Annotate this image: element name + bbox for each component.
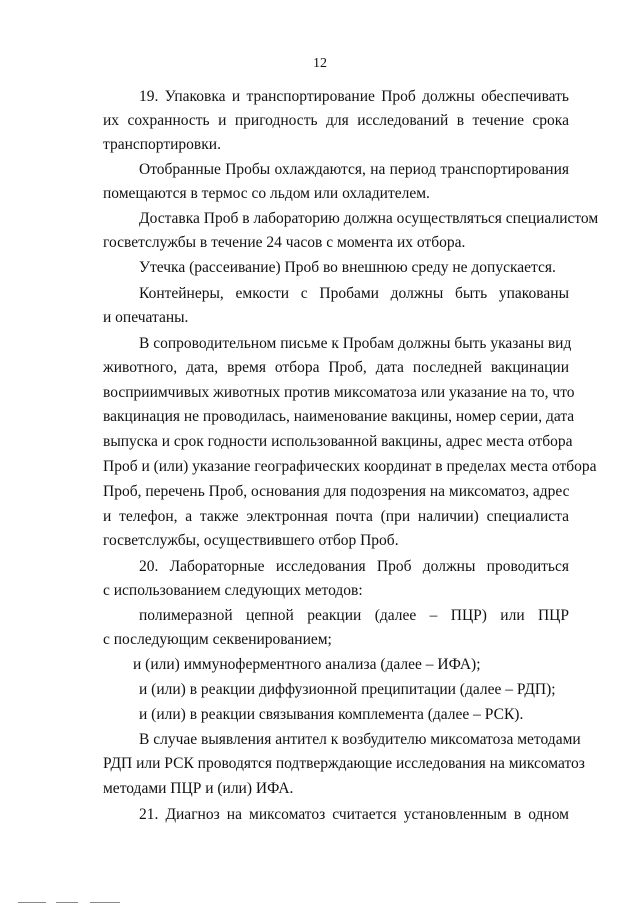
text-line: Доставка Проб в лабораторию должна осуществляться специалистом	[139, 210, 599, 227]
text-line: 21. Диагноз на миксоматоз считается установленным в одном	[139, 806, 569, 823]
text-line: с использованием следующих методов:	[103, 582, 363, 599]
text-line: 19. Упаковка и транспортирование Проб должны обеспечивать	[139, 88, 569, 105]
text-line: Проб и (или) указание географических координат в пределах места отбора	[103, 458, 597, 475]
text-line: госветслужбы в течение 24 часов с момента их отбора.	[103, 234, 466, 251]
text-line: выпуска и срок годности использованной вакцины, адрес места отбора	[103, 433, 573, 450]
text-line: Отобранные Пробы охлаждаются, на период транспортирования	[139, 161, 569, 178]
text-line: Проб, перечень Проб, основания для подозрения на миксоматоз, адрес	[103, 483, 570, 500]
text-line: восприимчивых животных против миксоматоза или указание на то, что	[103, 384, 575, 401]
scan-artifact	[56, 902, 78, 903]
page-number: 12	[313, 56, 327, 71]
text-line: с последующим секвенированием;	[103, 631, 332, 648]
text-line: полимеразной цепной реакции (далее – ПЦР) или ПЦР	[139, 607, 569, 624]
text-line: Утечка (рассеивание) Проб во внешнюю среду не допускается.	[139, 259, 556, 276]
text-line: и (или) в реакции связывания комплемента (далее – РСК).	[139, 706, 524, 723]
text-line: животного, дата, время отбора Проб, дата последней вакцинации	[103, 359, 569, 376]
text-line: вакцинация не проводилась, наименование вакцины, номер серии, дата	[103, 408, 575, 425]
text-line: транспортировки.	[103, 136, 221, 153]
text-line: и (или) иммуноферментного анализа (далее – ИФА);	[133, 656, 481, 673]
text-line: и опечатаны.	[103, 309, 189, 326]
text-line: Контейнеры, емкости с Пробами должны быть упакованы	[139, 285, 569, 302]
scan-artifact	[18, 902, 46, 903]
text-line: В случае выявления антител к возбудителю миксоматоза методами	[139, 731, 581, 748]
text-line: 20. Лабораторные исследования Проб должны проводиться	[139, 558, 569, 575]
text-line: помещаются в термос со льдом или охладителем.	[103, 185, 430, 202]
text-line: и (или) в реакции диффузионной преципитации (далее – РДП);	[139, 681, 556, 698]
text-line: В сопроводительном письме к Пробам должны быть указаны вид	[139, 335, 572, 352]
text-line: их сохранность и пригодность для исследований в течение срока	[103, 112, 569, 129]
text-line: РДП или РСК проводятся подтверждающие исследования на миксоматоз	[103, 755, 585, 772]
text-line: и телефон, а также электронная почта (при наличии) специалиста	[103, 508, 569, 525]
text-line: госветслужбы, осуществившего отбор Проб.	[103, 532, 399, 549]
text-line: методами ПЦР и (или) ИФА.	[103, 780, 294, 797]
scan-artifact	[90, 902, 120, 903]
